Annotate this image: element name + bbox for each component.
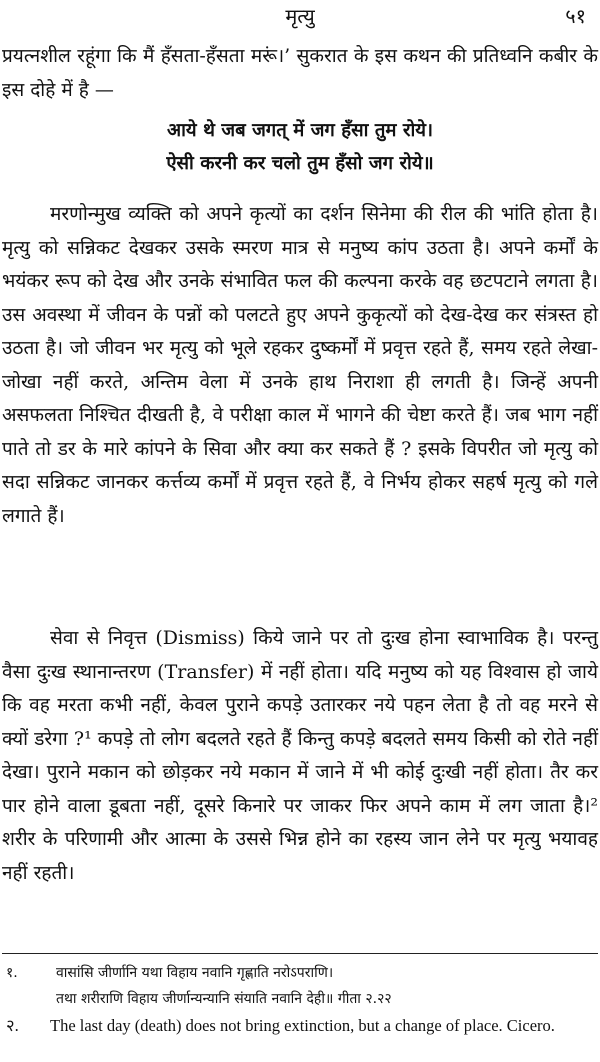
footnote-2 xyxy=(0,1015,598,1037)
paragraph-3-text: सेवा से निवृत्त (Dismiss) किये जाने पर तो दुःख होना स्वाभाविक है। परन्तु वैसा दुःख स्थानान्तरण (Transfer) में नहीं होता। यदि मनुष्य को यह विश्वास हो जाये कि वह मरता कभी नहीं, केवल पुराने कपड़े उतारकर नये पहन लेता है तो वह मरने से क्यों डरेगा ?¹ कपड़े तो लोग बदलते रहते हैं किन्तु कपड़े बदलते समय किसी को रोते नहीं देखा। पुराने मकान को छोड़कर नये मकान में जाने में भी कोई दुःखी नहीं होता। तैर कर पार होने वाला डूबता नहीं, दूसरे किनारे पर जाकर फिर अपने काम में लग जाता है।² शरीर के परिणामी और आत्मा के उससे भिन्न होने का रहस्य जान लेने पर मृत्यु भयावह नहीं रहती। xyxy=(2,627,598,884)
footnote-1-number: १. xyxy=(6,965,18,981)
page-number: ५१ xyxy=(565,4,586,28)
paragraph-1 xyxy=(2,40,598,107)
paragraph-1-text: प्रयत्नशील रहूंगा कि मैं हँसता-हँसता मरूं।’ सुकरात के इस कथन की प्रतिध्वनि कबीर के इस दोहे में है — xyxy=(2,45,598,101)
footnote-1 xyxy=(0,960,600,1012)
footnote-divider xyxy=(2,953,598,954)
footnote-1-line-1: वासांसि जीर्णानि यथा विहाय नवानि गृह्णाति नरोऽपराणि। xyxy=(56,965,334,981)
chapter-title: मृत्यु xyxy=(285,4,315,28)
paragraph-3 xyxy=(2,622,598,890)
couplet-line-1: आये थे जब जगत् में जग हँसा तुम रोये। xyxy=(167,120,433,141)
kabir-couplet xyxy=(0,114,600,180)
paragraph-2 xyxy=(2,198,598,533)
couplet-line-2: ऐसी करनी कर चलो तुम हँसो जग रोये॥ xyxy=(166,153,434,174)
footnote-2-number: २. xyxy=(6,1016,19,1035)
page-header xyxy=(0,0,600,32)
footnote-2-text: The last day (death) does not bring extinction, but a change of place. Cicero. xyxy=(50,1016,555,1035)
footnote-1-line-2: तथा शरीराणि विहाय जीर्णान्यन्यानि संयाति नवानि देही॥ गीता २.२२ xyxy=(56,991,392,1007)
paragraph-2-text: मरणोन्मुख व्यक्ति को अपने कृत्यों का दर्शन सिनेमा की रील की भांति होता है। मृत्यु को सन्निकट देखकर उसके स्मरण मात्र से मनुष्य कांप उठता है। अपने कर्मों के भयंकर रूप को देख और उनके संभावित फल की कल्पना करके वह छटपटाने लगता है। उस अवस्था में जीवन के पन्नों को पलटते हुए अपने कुकृत्यों को देख-देख कर संत्रस्त हो उठता है। जो जीवन भर मृत्यु को भूले रहकर दुष्कर्मों में प्रवृत्त रहते हैं, समय रहते लेखा-जोखा नहीं करते, अन्तिम वेला में उनके हाथ निराशा ही लगती है। जिन्हें अपनी असफलता निश्चित दीखती है, वे परीक्षा काल में भागने की चेष्टा करते हैं। जब भाग नहीं पाते तो डर के मारे कांपने के सिवा और क्या कर सकते हैं ? इसके विपरीत जो मृत्यु को सदा सन्निकट जानकर कर्त्तव्य कर्मों में प्रवृत्त रहते हैं, वे निर्भय होकर सहर्ष मृत्यु को गले लगाते हैं। xyxy=(2,203,598,527)
